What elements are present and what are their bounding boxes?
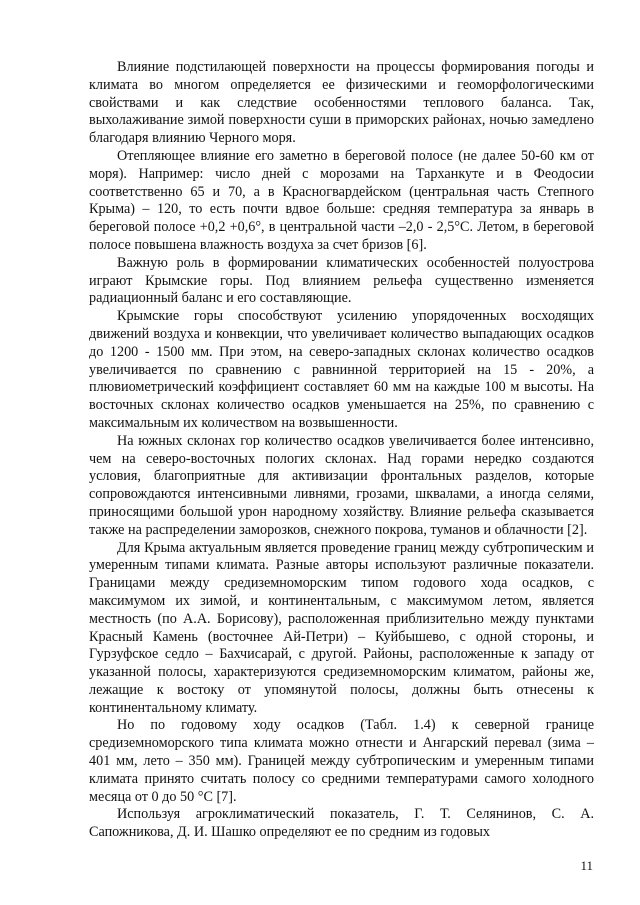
page-number: 11 (580, 858, 593, 873)
paragraph: Важную роль в формировании климатических особенностей полуострова играют Крымские горы. Под влиянием рельефа существенно изменяется радиационный баланс и его составляющие. (89, 254, 594, 307)
paragraph: Влияние подстилающей поверхности на процессы формирования погоды и климата во многом определяется ее физическими и геоморфологическими свойствами и как следствие особенностями теплового баланса. Так, выхолаживание зимой поверхности суши в приморских районах, ночью замедлено благодаря влиянию Черного моря. (89, 59, 594, 147)
paragraph: Но по годовому ходу осадков (Табл. 1.4) к северной границе средиземноморского типа климата можно отнести и Ангарский перевал (зима – 401 мм, лето – 350 мм). Границей между субтропическим и умеренным типами климата принято считать полосу со средними температурами самого холодного месяца от 0 до 50 °С [7]. (89, 717, 594, 805)
paragraph: На южных склонах гор количество осадков увеличивается более интенсивно, чем на северо-восточных пологих склонах. Над горами нередко создаются условия, благоприятные для активизации фронтальных разделов, которые сопровождаются интенсивными ливнями, грозами, шквалами, а иногда селями, приносящими большой урон народному хозяйству. Влияние рельефа сказывается также на распределении заморозков, снежного покрова, туманов и облачности [2]. (89, 432, 594, 538)
paragraph: Крымские горы способствуют усилению упорядоченных восходящих движений воздуха и конвекции, что увеличивает количество выпадающих осадков до 1200 - 1500 мм. При этом, на северо-западных склонах количество осадков увеличивается по сравнению с равнинной территорией на 15 - 20%, а плювиометрический коэффициент составляет 60 мм на каждые 100 м высоты. На восточных склонах количество осадков уменьшается на 25%, по сравнению с максимальным их количеством на возвышенности. (89, 308, 594, 431)
paragraph: Отепляющее влияние его заметно в береговой полосе (не далее 50-60 км от моря). Например: число дней с морозами на Тарханкуте и в Феодосии соответственно 65 и 70, а в Красногвардейском (центральная часть Степного Крыма) – 120, то есть почти вдвое больше: средняя температура за январь в береговой полосе +0,2 +0,6°, в центральной части –2,0 - 2,5°С. Летом, в береговой полосе повышена влажность воздуха за счет бризов [6]. (89, 147, 594, 253)
paragraph: Используя агроклиматический показатель, Г. Т. Селянинов, С. А. Сапожникова, Д. И. Шашко определяют ее по средним из годовых (89, 806, 594, 841)
body-text (89, 59, 594, 842)
paragraph: Для Крыма актуальным является проведение границ между субтропическим и умеренным типами климата. Разные авторы используют различные показатели. Границами между средиземноморским типом годового хода осадков, с максимумом их зимой, и континентальным, с максимумом летом, является местность (по А.А. Борисову), расположенная приблизительно между пунктами Красный Камень (восточнее Ай-Петри) – Куйбышево, с одной стороны, и Гурзуфское седло – Бахчисарай, с другой. Районы, расположенные к западу от указанной полосы, характеризуются средиземноморским климатом, районы же, лежащие к востоку от упомянутой полосы, должны быть отнесены к континентальному климату. (89, 539, 594, 716)
